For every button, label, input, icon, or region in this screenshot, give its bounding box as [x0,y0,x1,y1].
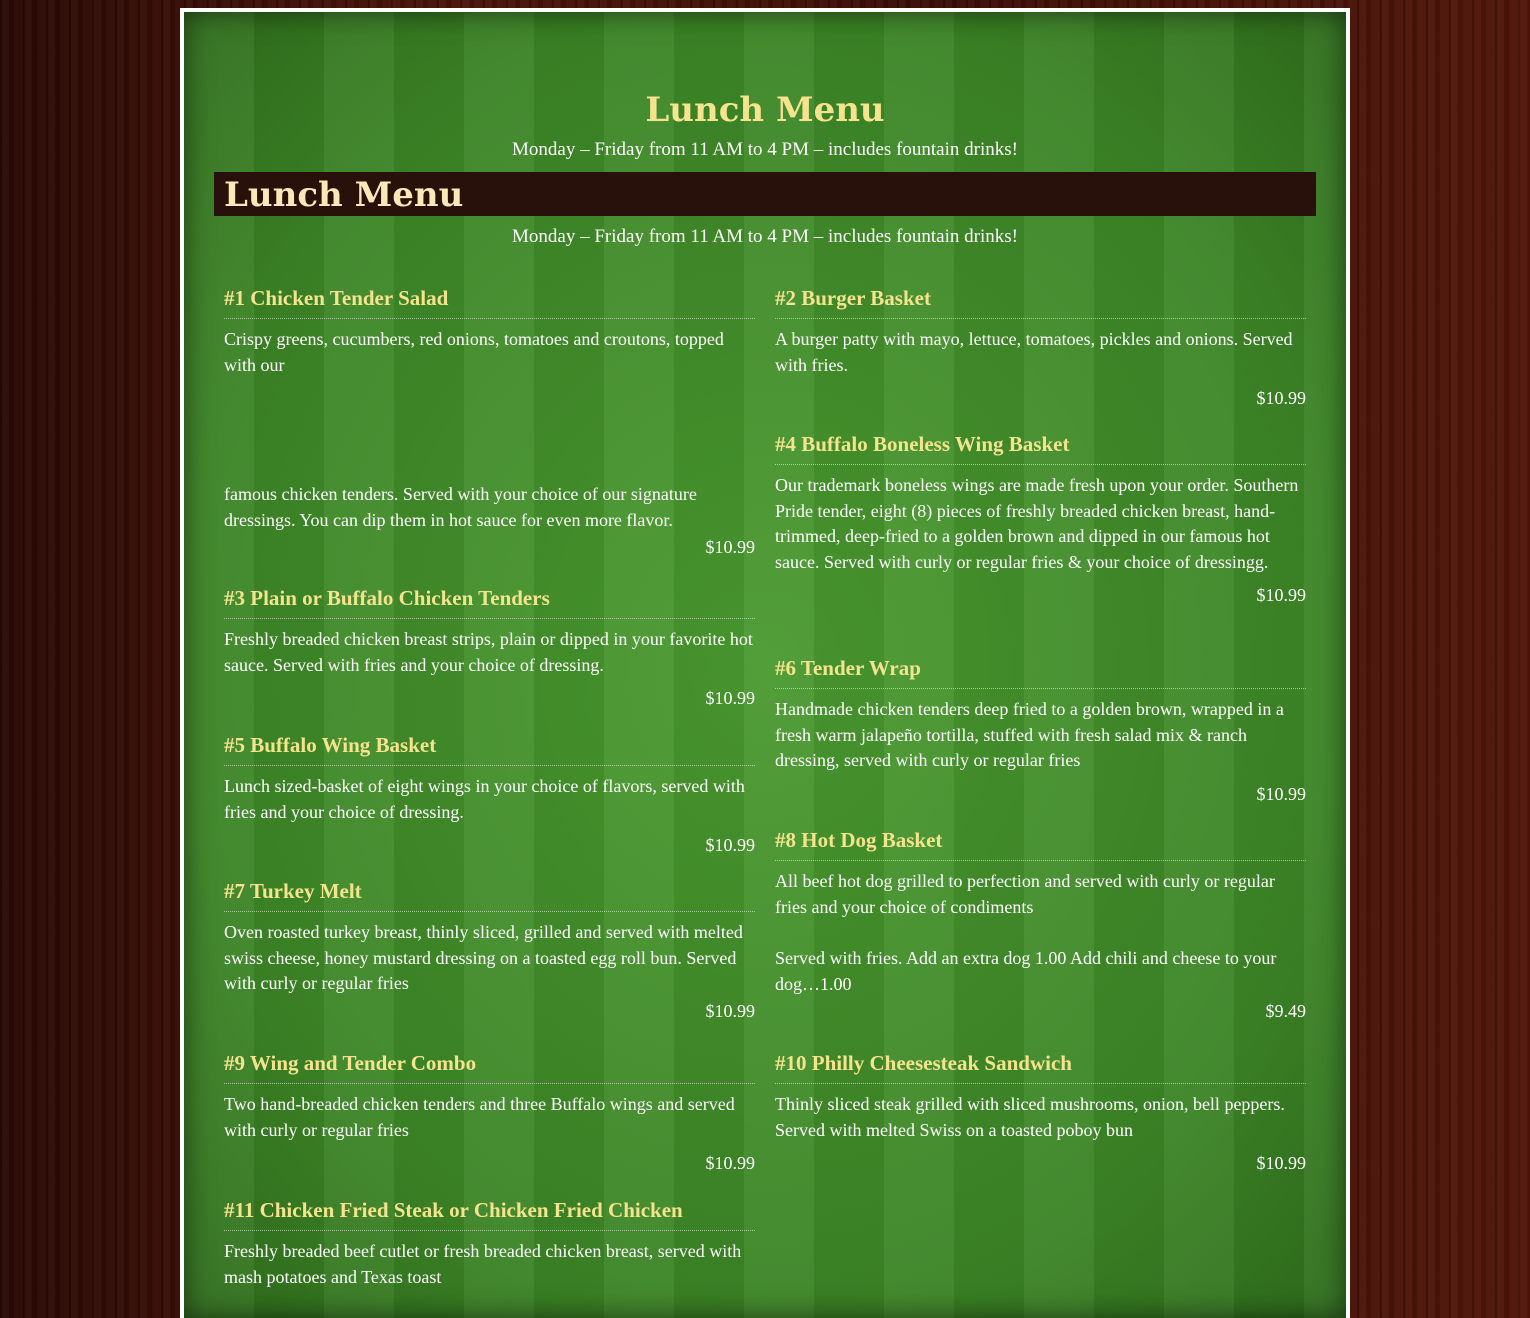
menu-item-price: $10.99 [705,537,755,557]
banner-title: Lunch Menu [224,175,464,215]
menu-item-description: Freshly breaded chicken breast strips, plain or dipped in your favorite hot sauce. Served with fries and your choice of dressing. [224,629,753,675]
menu-item [224,584,755,711]
menu-item [224,1049,755,1176]
menu-item [775,430,1306,608]
menu-item [224,877,755,1024]
menu-item [224,284,755,560]
menu-item-description: Our trademark boneless wings are made fresh upon your order. Southern Pride tender, eight (8) pieces of freshly breaded chicken breast, hand-trimmed, deep-fried to a golden brown and dipped in our famous hot sauce. Served with curly or regular fries & your choice of dressingg. [775,475,1299,572]
menu-item-title: #2 Burger Basket [775,284,1306,319]
menu-item-description: A burger patty with mayo, lettuce, tomatoes, pickles and onions. Served with fries. [775,329,1293,375]
menu-item-title: #11 Chicken Fried Steak or Chicken Fried Chicken [224,1196,755,1231]
menu-item-title: #6 Tender Wrap [775,654,1306,689]
menu-item [224,1196,755,1290]
description-gap [224,378,755,482]
menu-item [775,826,1306,1024]
page-title: Lunch Menu [645,90,885,130]
menu-item [775,1049,1306,1176]
menu-item-price: $10.99 [705,835,755,855]
menu-item-price: $10.99 [1256,388,1306,408]
menu-item-title: #5 Buffalo Wing Basket [224,731,755,766]
menu-item-description: Oven roasted turkey breast, thinly sliced, grilled and served with melted swiss cheese, honey mustard dressing on a toasted egg roll bun. Served with curly or regular fries [224,922,743,993]
menu-item-title: #8 Hot Dog Basket [775,826,1306,861]
menu-item-price: $10.99 [1256,585,1306,605]
menu-item-description: Two hand-breaded chicken tenders and three Buffalo wings and served with curly or regular fries [224,1094,735,1140]
menu-item-description: Handmade chicken tenders deep fried to a golden brown, wrapped in a fresh warm jalapeño tortilla, stuffed with fresh salad mix & ranch dressing, served with curly or regular fries [775,699,1284,770]
menu-item-description: Served with fries. Add an extra dog 1.00 Add chili and cheese to your dog…1.00 [775,948,1277,994]
page-subtitle: Monday – Friday from 11 AM to 4 PM – includes fountain drinks! [512,139,1018,160]
menu-item [775,284,1306,411]
menu-item-price: $10.99 [705,688,755,708]
menu-item-title: #10 Philly Cheesesteak Sandwich [775,1049,1306,1084]
menu-item-description: Freshly breaded beef cutlet or fresh breaded chicken breast, served with mash potatoes and Texas toast [224,1241,742,1287]
menu-item-description: Thinly sliced steak grilled with sliced mushrooms, onion, bell peppers. Served with melted Swiss on a toasted poboy bun [775,1094,1285,1140]
menu-board [180,8,1350,1318]
menu-item-title: #1 Chicken Tender Salad [224,284,755,319]
menu-item-price: $10.99 [1256,1153,1306,1173]
menu-item-description: All beef hot dog grilled to perfection and served with curly or regular fries and your choice of condiments [775,871,1275,917]
menu-item-title: #3 Plain or Buffalo Chicken Tenders [224,584,755,619]
menu-item [775,654,1306,807]
menu-banner [214,172,1316,216]
menu-item-description: Crispy greens, cucumbers, red onions, tomatoes and croutons, topped with our [224,329,724,375]
menu-item-title: #7 Turkey Melt [224,877,755,912]
menu-item [224,731,755,858]
menu-item-title: #4 Buffalo Boneless Wing Basket [775,430,1306,465]
menu-item-description: Lunch sized-basket of eight wings in your choice of flavors, served with fries and your choice of dressing. [224,776,745,822]
menu-item-price: $10.99 [705,1000,755,1021]
banner-subtitle: Monday – Friday from 11 AM to 4 PM – includes fountain drinks! [512,226,1018,247]
description-gap [775,920,1306,946]
page-header [184,88,1346,162]
menu-item-title: #9 Wing and Tender Combo [224,1049,755,1084]
menu-item-price: $10.99 [705,1153,755,1173]
menu-item-description: famous chicken tenders. Served with your choice of our signature dressings. You can dip them in hot sauce for even more flavor. [224,484,697,530]
menu-item-price: $9.49 [1265,1001,1306,1021]
menu-item-price: $10.99 [1256,783,1306,804]
